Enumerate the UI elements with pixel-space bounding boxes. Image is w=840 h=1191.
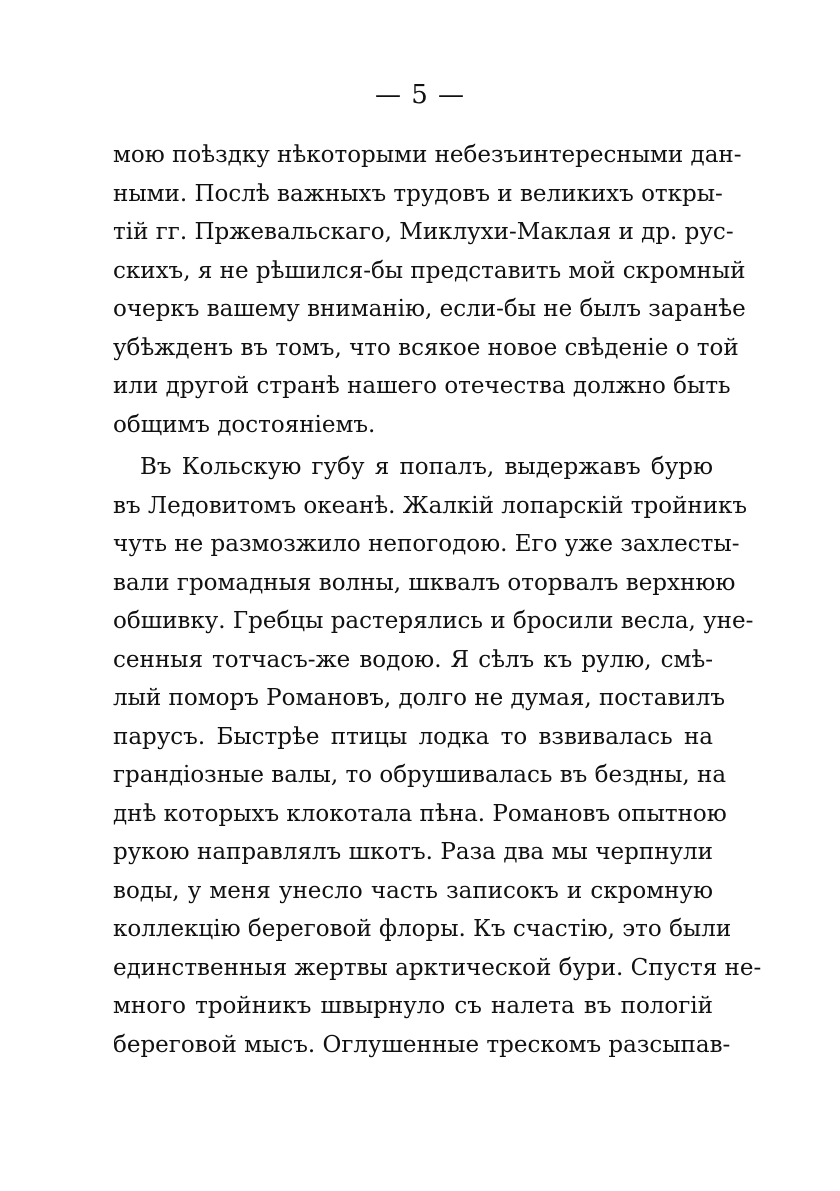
text-line: чуть не размозжило непогодою. Его уже захлесты- — [113, 531, 740, 557]
text-line: рукою направлялъ шкотъ. Раза два мы черпнули — [113, 839, 713, 865]
text-line: лый поморъ Романовъ, долго не думая, поставилъ — [113, 685, 725, 711]
text-line: коллекцію береговой флоры. Къ счастію, это были — [113, 916, 732, 942]
text-line: грандіозные валы, то обрушивалась въ бездны, на — [113, 762, 727, 788]
text-line: сенныя тотчасъ-же водою. Я сѣлъ къ рулю, смѣ- — [113, 646, 713, 673]
text-line: мою поѣздку нѣкоторыми небезъинтересными дан- — [113, 142, 742, 168]
page-number: — 5 — — [374, 80, 466, 110]
text-line: много тройникъ швырнуло съ налета въ пологій — [113, 993, 713, 1019]
body-text — [113, 136, 762, 1064]
text-line: очеркъ вашему вниманію, если-бы не былъ заранѣе — [113, 296, 746, 322]
text-line: общимъ достояніемъ. — [113, 411, 376, 438]
paragraph-1 — [113, 136, 746, 444]
text-line: убѣжденъ въ томъ, что всякое новое свѣденіе о той — [113, 334, 739, 361]
text-line: береговой мысъ. Оглушенные трескомъ разсыпав- — [113, 1031, 731, 1058]
text-line: днѣ которыхъ клокотала пѣна. Романовъ опытною — [113, 800, 727, 827]
text-line: или другой странѣ нашего отечества должно быть — [113, 373, 731, 399]
text-line: тій гг. Пржевальскаго, Миклухи-Маклая и др. рус- — [113, 219, 734, 245]
text-line: парусъ. Быстрѣе птицы лодка то взвивалась на — [113, 723, 713, 750]
text-line: скихъ, я не рѣшился-бы представить мой скромный — [113, 257, 746, 284]
text-line: Въ Кольскую губу я попалъ, выдержавъ бурю — [140, 454, 713, 480]
text-line: единственныя жертвы арктической бури. Спустя не- — [113, 954, 762, 981]
text-line: воды, у меня унесло часть записокъ и скромную — [113, 877, 713, 904]
text-line: ными. Послѣ важныхъ трудовъ и великихъ откры- — [113, 180, 723, 207]
text-line: вали громадныя волны, шквалъ оторвалъ верхнюю — [113, 569, 736, 596]
text-line: обшивку. Гребцы растерялись и бросили весла, уне- — [113, 608, 754, 634]
text-line: въ Ледовитомъ океанѣ. Жалкій лопарскій тройникъ — [113, 492, 748, 519]
paragraph-2 — [113, 448, 762, 1064]
